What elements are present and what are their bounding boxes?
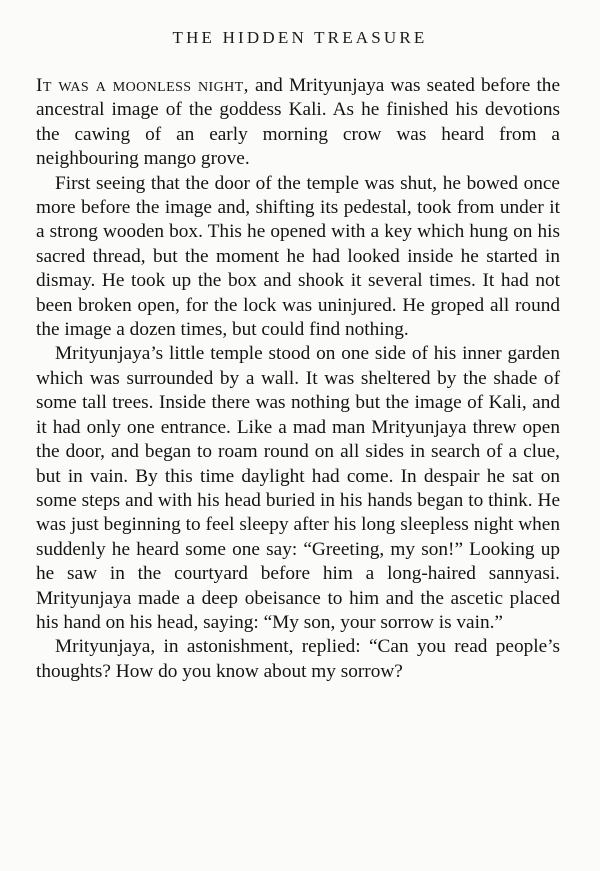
paragraph-4: Mrityunjaya, in astonishment, replied: “Can you read people’s thoughts? How do you know about my sorrow?	[36, 636, 560, 682]
running-head: THE HIDDEN TREASURE	[172, 28, 428, 47]
paragraph-3: Mrityunjaya’s little temple stood on one side of his inner garden which was surrounded by a wall. It was sheltered by the shade of some tall trees. Inside there was nothing but the image of Kali, and it had only one entrance. Like a mad man Mrityunjaya threw open the door, and began to roam round on all sides in search of a clue, but in vain. By this time daylight had come. In despair he sat on some steps and with his head buried in his hands began to think. He was just beginning to feel sleepy after his long sleepless night when suddenly he heard some one say: “Greeting, my son!” Looking up he saw in the courtyard before him a long-haired sannyasi. Mrityunjaya made a deep obeisance to him and the ascetic placed his hand on his head, saying: “My son, your sorrow is vain.”	[36, 343, 560, 633]
paragraph-1	[36, 74, 560, 172]
opening-small-caps: It was a moonless night,	[36, 75, 249, 96]
story-body	[36, 74, 560, 684]
paragraph-2: First seeing that the door of the temple was shut, he bowed once more before the image and, shifting its pedestal, took from under it a strong wooden box. This he opened with a key which hung on his sacred thread, but the moment he had looked inside he started in dismay. He took up the box and shook it several times. It had not been broken open, for the lock was uninjured. He groped all round the image a dozen times, but could find nothing.	[36, 172, 560, 341]
paragraph-1-text: and Mrityunjaya was seated before the ancestral image of the goddess Kali. As he finished his devotions the cawing of an early morning crow was heard from a neighbouring mango grove.	[36, 75, 561, 170]
